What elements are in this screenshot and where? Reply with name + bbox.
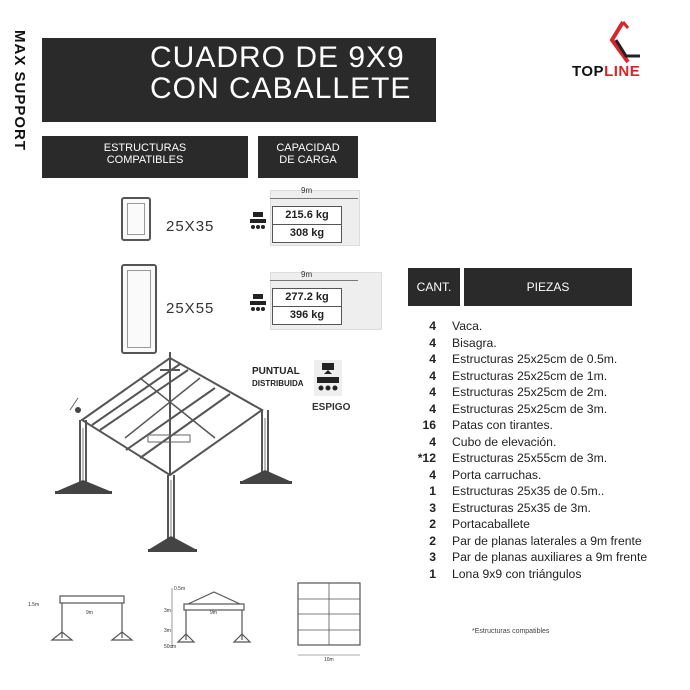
legend-distribuida: DISTRIBUIDA: [252, 379, 304, 388]
list-item: [412, 516, 682, 533]
list-item: [412, 351, 682, 368]
logo-line: LINE: [604, 63, 641, 80]
header-structures-line1: ESTRUCTURAS: [103, 142, 187, 154]
qty: 4: [429, 319, 436, 333]
front-dim-span: 9m: [86, 610, 93, 616]
qty: 4: [429, 335, 436, 350]
load-distributed-icon: [250, 294, 266, 316]
list-item: [412, 434, 682, 451]
part-name: Estructuras 25x25cm de 0.5m.: [452, 352, 618, 366]
side-label-text: MAX SUPPORT: [11, 30, 28, 152]
qty: 3: [429, 550, 436, 564]
title-line-2: CON CABALLETE: [150, 72, 412, 105]
load-distributed-25x35: 308 kg: [273, 224, 341, 242]
part-name: Cubo de elevación.: [452, 434, 557, 449]
qty: 3: [429, 500, 436, 515]
list-item: [412, 566, 682, 583]
qty: 2: [429, 517, 436, 531]
list-item: [412, 318, 682, 335]
page-title: [150, 42, 450, 104]
logo-top: TOP: [572, 63, 605, 80]
truss-25x55-icon: [121, 264, 157, 354]
side-elevation-drawing: [162, 584, 272, 652]
part-name: Lona 9x9 con triángulos: [452, 566, 582, 581]
header-structures-line2: COMPATIBLES: [106, 154, 184, 166]
list-item: [412, 417, 682, 434]
truss-25x35-icon: [121, 197, 151, 241]
table-header-qty: CANT.: [408, 268, 460, 306]
span-dimension-line: [270, 198, 358, 199]
qty: *12: [417, 451, 436, 465]
header-capacity-line2: DE CARGA: [279, 154, 337, 166]
structure-label-25x55: 25X55: [166, 300, 215, 317]
load-puntual-25x35: 215.6 kg: [285, 209, 329, 221]
part-name: Estructuras 25x35 de 3m.: [452, 500, 591, 515]
part-name: Estructuras 25x25cm de 3m.: [452, 401, 608, 416]
part-name: Estructuras 25x35 de 0.5m..: [452, 484, 605, 498]
part-name: Porta carruchas.: [452, 467, 542, 482]
list-item: [412, 483, 682, 500]
side-label: [0, 30, 34, 180]
legend-puntual: PUNTUAL: [252, 366, 300, 377]
qty: 4: [429, 352, 436, 366]
list-item: [412, 450, 682, 467]
header-capacity: [258, 136, 358, 178]
qty: 4: [429, 434, 436, 449]
structure-3d-drawing: [40, 350, 300, 580]
plan-dim: 10m: [324, 657, 334, 663]
header-structures: [42, 136, 248, 178]
list-item: [412, 384, 682, 401]
part-name: Par de planas laterales a 9m frente: [452, 533, 642, 548]
list-item: [412, 549, 682, 566]
capacity-values-25x55: [272, 288, 342, 325]
front-dim-height: 1.5m: [28, 602, 40, 608]
qty: 1: [429, 484, 436, 498]
qty: 1: [429, 566, 436, 581]
span-25x35: 9m: [301, 186, 313, 195]
part-name: Estructuras 25x55cm de 3m.: [452, 451, 608, 465]
side-dim-1: 0.5m: [174, 586, 186, 592]
footnote: *Estructuras compatibles: [472, 628, 550, 635]
header-capacity-line1: CAPACIDAD: [276, 142, 340, 154]
list-item: [412, 368, 682, 385]
part-name: Vaca.: [452, 319, 483, 333]
part-name: Bisagra.: [452, 335, 497, 350]
parts-list: [412, 318, 682, 582]
structure-label-25x35: 25X35: [166, 218, 215, 235]
legend-espigo: ESPIGO: [312, 402, 351, 413]
part-name: Patas con tirantes.: [452, 418, 553, 432]
table-header-parts: PIEZAS: [464, 268, 632, 306]
legend-load-icon: [314, 360, 342, 396]
logo-text: [572, 63, 640, 80]
qty: 4: [429, 467, 436, 482]
qty: 4: [429, 401, 436, 416]
capacity-values-25x35: [272, 206, 342, 243]
span-dimension-line: [270, 280, 358, 281]
part-name: Par de planas auxiliares a 9m frente: [452, 550, 648, 564]
side-dim-5: 50cm: [164, 644, 177, 650]
side-dim-3: 3m: [164, 608, 171, 614]
load-distributed-25x55: 396 kg: [273, 306, 341, 324]
list-item: [412, 500, 682, 517]
part-name: Estructuras 25x25cm de 1m.: [452, 368, 608, 383]
list-item: [412, 533, 682, 550]
plan-view-drawing: [288, 575, 368, 663]
part-name: Estructuras 25x25cm de 2m.: [452, 385, 608, 399]
qty: 4: [429, 385, 436, 399]
load-distributed-icon: [250, 212, 266, 234]
front-elevation-drawing: [28, 590, 138, 650]
side-dim-4: 3m: [164, 628, 171, 634]
part-name: Portacaballete: [452, 517, 530, 531]
list-item: [412, 335, 682, 352]
load-puntual-25x55: 277.2 kg: [285, 291, 329, 303]
qty: 2: [429, 533, 436, 548]
title-line-1: CUADRO DE 9X9: [150, 41, 405, 74]
list-item: [412, 401, 682, 418]
side-dim-2: 9m: [210, 610, 217, 616]
qty: 4: [429, 368, 436, 383]
qty: 16: [422, 418, 436, 432]
list-item: [412, 467, 682, 484]
span-25x55: 9m: [301, 270, 313, 279]
